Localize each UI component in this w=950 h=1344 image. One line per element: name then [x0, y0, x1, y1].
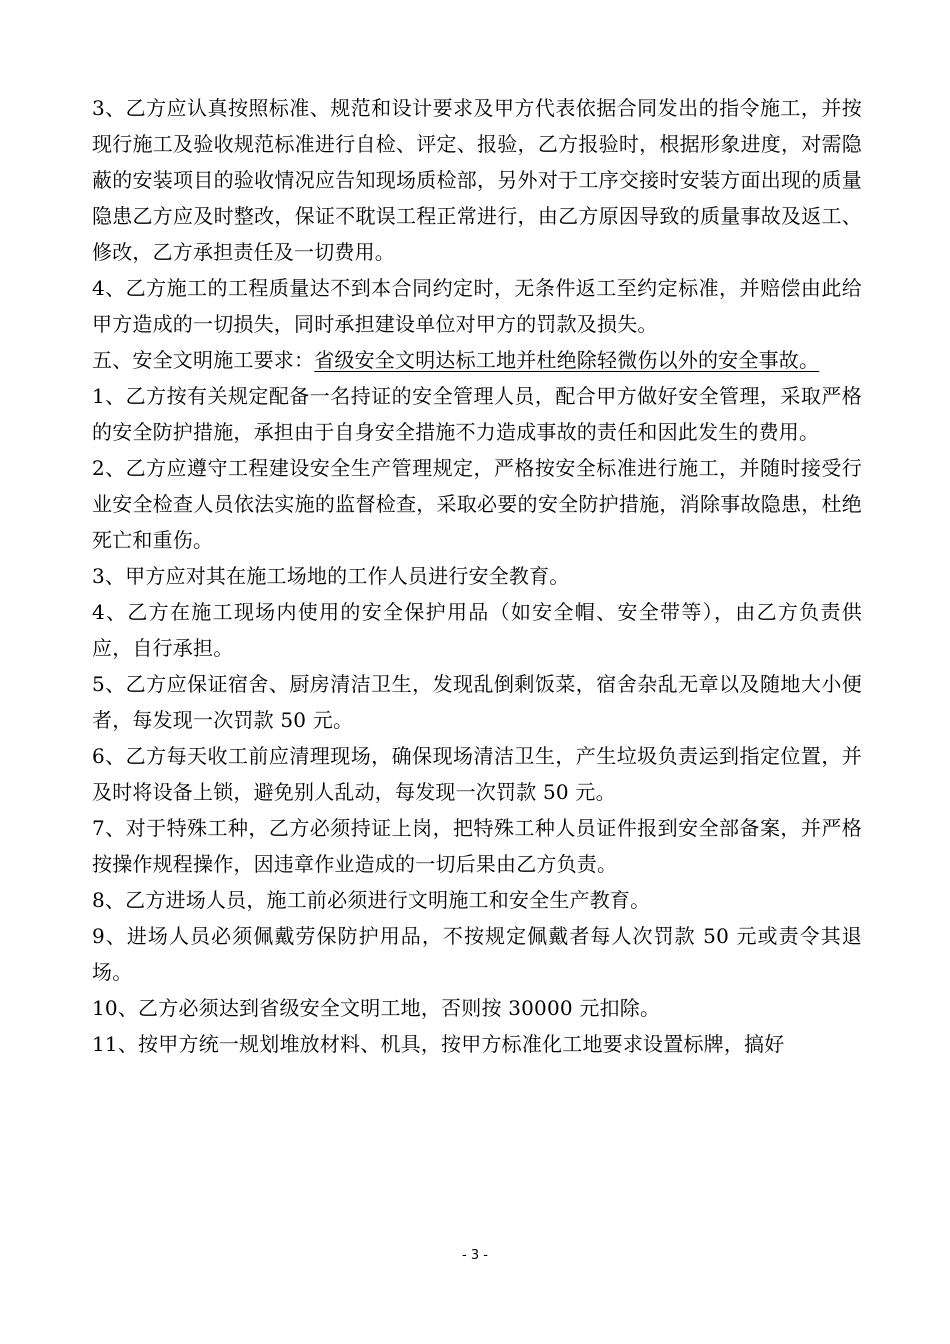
section-five-heading — [92, 342, 862, 378]
clause-11-safety: 11、按甲方统一规划堆放材料、机具，按甲方标准化工地要求设置标牌，搞好 — [92, 1032, 785, 1056]
section-five-requirement: 省级安全文明达标工地并杜绝除轻微伤以外的安全事故。 — [314, 348, 820, 372]
clause-4-safety: 4、乙方在施工现场内使用的安全保护用品（如安全帽、安全带等），由乙方负责供应，自行承担。 — [92, 600, 862, 660]
clause-1-safety: 1、乙方按有关规定配备一名持证的安全管理人员，配合甲方做好安全管理，采取严格的安全防护措施，承担由于自身安全措施不力造成事故的责任和因此发生的费用。 — [92, 384, 862, 444]
clause-3-quality: 3、乙方应认真按照标准、规范和设计要求及甲方代表依据合同发出的指令施工，并按现行施工及验收规范标准进行自检、评定、报验，乙方报验时，根据形象进度，对需隐蔽的安装项目的验收情况应告知现场质检部，另外对于工序交接时安装方面出现的质量隐患乙方应及时整改，保证不耽误工程正常进行，由乙方原因导致的质量事故及返工、修改，乙方承担责任及一切费用。 — [92, 96, 862, 264]
page-number: - 3 - — [462, 1248, 488, 1263]
clause-8-safety: 8、乙方进场人员，施工前必须进行文明施工和安全生产教育。 — [92, 888, 651, 912]
clause-5-safety: 5、乙方应保证宿舍、厨房清洁卫生，发现乱倒剩饭菜，宿舍杂乱无章以及随地大小便者，每发现一次罚款 50 元。 — [92, 672, 862, 732]
clause-2-safety: 2、乙方应遵守工程建设安全生产管理规定，严格按安全标准进行施工，并随时接受行业安全检查人员依法实施的监督检查，采取必要的安全防护措施，消除事故隐患，杜绝死亡和重伤。 — [92, 456, 862, 552]
clause-7-safety: 7、对于特殊工种，乙方必须持证上岗，把特殊工种人员证件报到安全部备案，并严格按操作规程操作，因违章作业造成的一切后果由乙方负责。 — [92, 816, 862, 876]
clause-9-safety: 9、进场人员必须佩戴劳保防护用品，不按规定佩戴者每人次罚款 50 元或责令其退场。 — [92, 924, 862, 984]
clause-4-quality: 4、乙方施工的工程质量达不到本合同约定时，无条件返工至约定标准，并赔偿由此给甲方造成的一切损失，同时承担建设单位对甲方的罚款及损失。 — [92, 276, 862, 336]
clause-10-safety: 10、乙方必须达到省级安全文明工地，否则按 30000 元扣除。 — [92, 996, 661, 1020]
section-five-title: 五、安全文明施工要求： — [92, 348, 315, 372]
clause-3-safety: 3、甲方应对其在施工场地的工作人员进行安全教育。 — [92, 564, 570, 588]
clause-6-safety: 6、乙方每天收工前应清理现场，确保现场清洁卫生，产生垃圾负责运到指定位置，并及时将设备上锁，避免别人乱动，每发现一次罚款 50 元。 — [92, 744, 862, 804]
document-page — [92, 90, 862, 1062]
